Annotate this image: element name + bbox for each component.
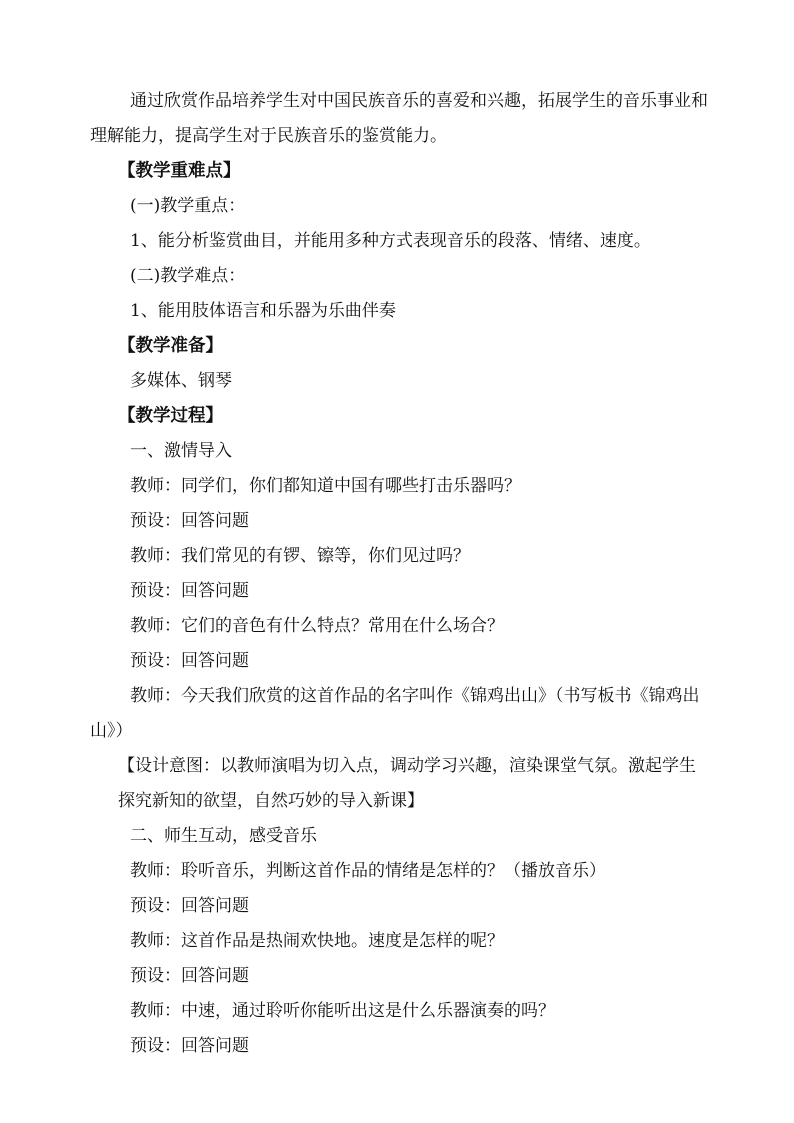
subheading-key-point: (一)教学重点：: [130, 196, 246, 216]
paragraph-key-point-1: 1、能分析鉴赏曲目，并能用多种方式表现音乐的段落、情绪、速度。: [130, 231, 651, 251]
dialogue-line: 预设：回答问题: [130, 1036, 249, 1056]
dialogue-line: 预设：回答问题: [130, 511, 249, 531]
dialogue-line: 教师：聆听音乐，判断这首作品的情绪是怎样的？（播放音乐）: [130, 861, 606, 881]
dialogue-line: 教师：我们常见的有锣、镲等，你们见过吗？: [130, 546, 470, 566]
design-intent: 【设计意图：以教师演唱为切入点，调动学习兴趣，渲染课堂气氛。激起学生探究新知的欲望，自然巧妙的导入新课】: [118, 756, 696, 811]
dialogue-line: 教师：今天我们欣赏的这首作品的名字叫作《锦鸡出山》（书写板书《锦鸡出山》）: [90, 686, 700, 741]
heading-preparation: 【教学准备】: [118, 336, 223, 356]
dialogue-line: 预设：回答问题: [130, 581, 249, 601]
dialogue-line: 教师：同学们，你们都知道中国有哪些打击乐器吗？: [130, 476, 521, 496]
subheading-difficult-point: (二)教学难点：: [130, 266, 246, 286]
section-introduction: 一、激情导入: [130, 441, 232, 461]
heading-process: 【教学过程】: [118, 406, 223, 426]
dialogue-line: 教师：中速，通过聆听你能听出这是什么乐器演奏的吗？: [130, 1001, 555, 1021]
paragraph-preparation: 多媒体、钢琴: [130, 371, 232, 391]
dialogue-line: 教师：这首作品是热闹欢快地。速度是怎样的呢？: [130, 931, 504, 951]
paragraph-objective: 通过欣赏作品培养学生对中国民族音乐的喜爱和兴趣，拓展学生的音乐事业和理解能力，提高学生对于民族音乐的鉴赏能力。: [90, 91, 708, 146]
document-page: [90, 84, 708, 1064]
dialogue-line: 预设：回答问题: [130, 896, 249, 916]
dialogue-line: 教师：它们的音色有什么特点？常用在什么场合？: [130, 616, 504, 636]
dialogue-line: 预设：回答问题: [130, 651, 249, 671]
heading-key-points: 【教学重难点】: [118, 161, 241, 181]
dialogue-line: 预设：回答问题: [130, 966, 249, 986]
paragraph-difficult-point-1: 1、能用肢体语言和乐器为乐曲伴奏: [130, 301, 396, 321]
section-interaction: 二、师生互动，感受音乐: [130, 826, 317, 846]
